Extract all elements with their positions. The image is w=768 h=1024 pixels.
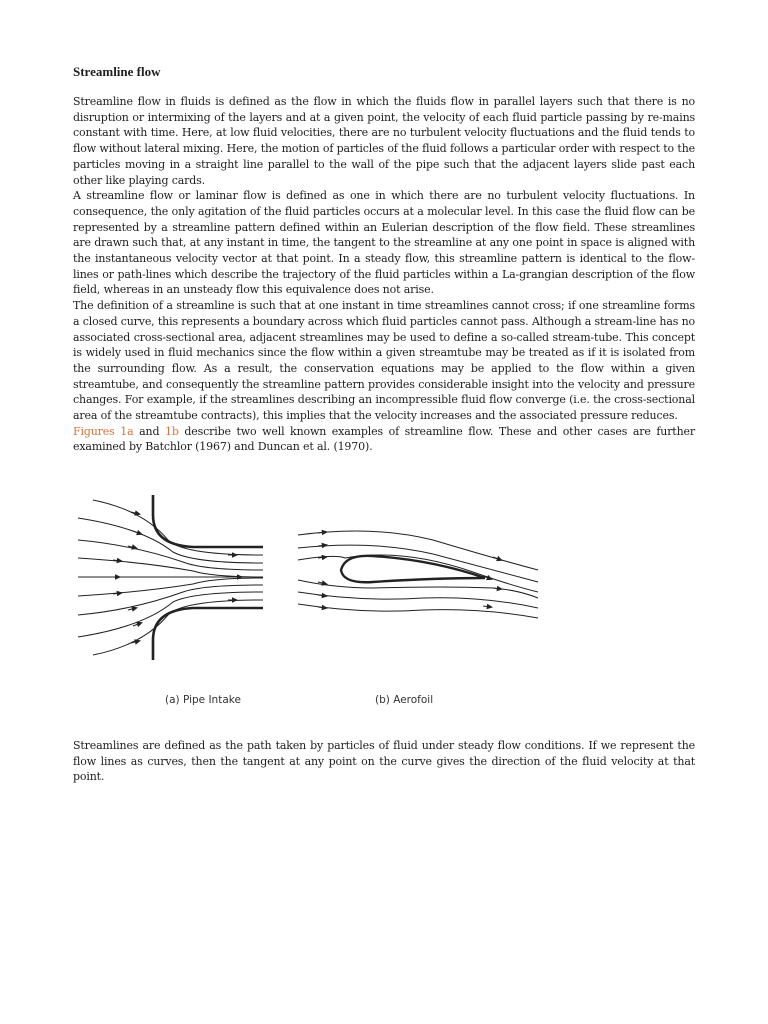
- figure-1a-link[interactable]: Figures 1a: [73, 424, 134, 438]
- closing-section: [73, 738, 695, 785]
- paragraph-1: Streamline flow in fluids is defined as the flow in which the fluids flow in parallel layers such that there is no disruption or intermixing of the layers and at a given point, the velocity of each fluid particle passing by re-mains constant with time. Here, at low fluid velocities, there are no turbulent velocity fluctuations and the fluid tends to flow without lateral mixing. Here, the motion of particles of the fluid follows a particular order with respect to the particles moving in a straight line parallel to the wall of the pipe such that the adjacent layers slide past each other like playing cards.: [73, 95, 695, 187]
- streamline-figure: [73, 490, 633, 715]
- paragraph-3: The definition of a streamline is such that at one instant in time streamlines cannot cross; if one streamline forms a closed curve, this represents a boundary across which fluid particles cannot pass. Although a stream-line has no associated cross-sectional area, adjacent streamlines may be used to define a so-called stream-tube. This concept is widely used in fluid mechanics since the flow within a given streamtube may be treated as if it is isolated from the surrounding flow. As a result, the conservation equations may be applied to the flow within a given streamtube, and consequently the streamline pattern provides considerable insight into the velocity and pressure changes. For example, if the streamlines describing an incompressible fluid flow converge (i.e. the cross-sectional area of the streamtube contracts), this implies that the velocity increases and the associated pressure reduces.: [73, 299, 695, 423]
- caption-aerofoil: (b) Aerofoil: [375, 694, 434, 706]
- aerofoil-diagram: [298, 531, 538, 618]
- pipe-upper-wall: [153, 495, 263, 547]
- figure-1b-link[interactable]: 1b: [164, 424, 179, 438]
- pipe-intake-diagram: [78, 495, 263, 660]
- paragraph-4-and: and: [133, 424, 165, 438]
- paragraph-5: Streamlines are defined as the path taken by particles of fluid under steady flow conditions. If we represent the flow lines as curves, then the tangent at any point on the curve gives the direction of the fluid velocity at that point.: [73, 739, 695, 784]
- paragraph-4-text: describe two well known examples of streamline flow. These and other cases are further examined by Batchlor (1967) and Duncan et al. (1970).: [73, 424, 695, 454]
- document-body: [73, 64, 695, 455]
- figure-svg: [73, 490, 633, 715]
- section-heading: Streamline flow: [73, 64, 161, 79]
- paragraph-2: A streamline flow or laminar flow is defined as one in which there are no turbulent velocity fluctuations. In consequence, the only agitation of the fluid particles occurs at a molecular level. In this case the fluid flow can be represented by a streamline pattern defined within an Eulerian description of the flow field. These streamlines are drawn such that, at any instant in time, the tangent to the streamline at any one point in space is aligned with the instantaneous velocity vector at that point. In a steady flow, this streamline pattern is identical to the flow-lines or path-lines which describe the trajectory of the fluid particles within a La-grangian description of the flow field, whereas in an unsteady flow this equivalence does not arise.: [73, 189, 695, 297]
- caption-pipe-intake: (a) Pipe Intake: [165, 694, 241, 706]
- paragraph-4: [73, 424, 695, 455]
- pipe-lower-wall: [153, 608, 263, 660]
